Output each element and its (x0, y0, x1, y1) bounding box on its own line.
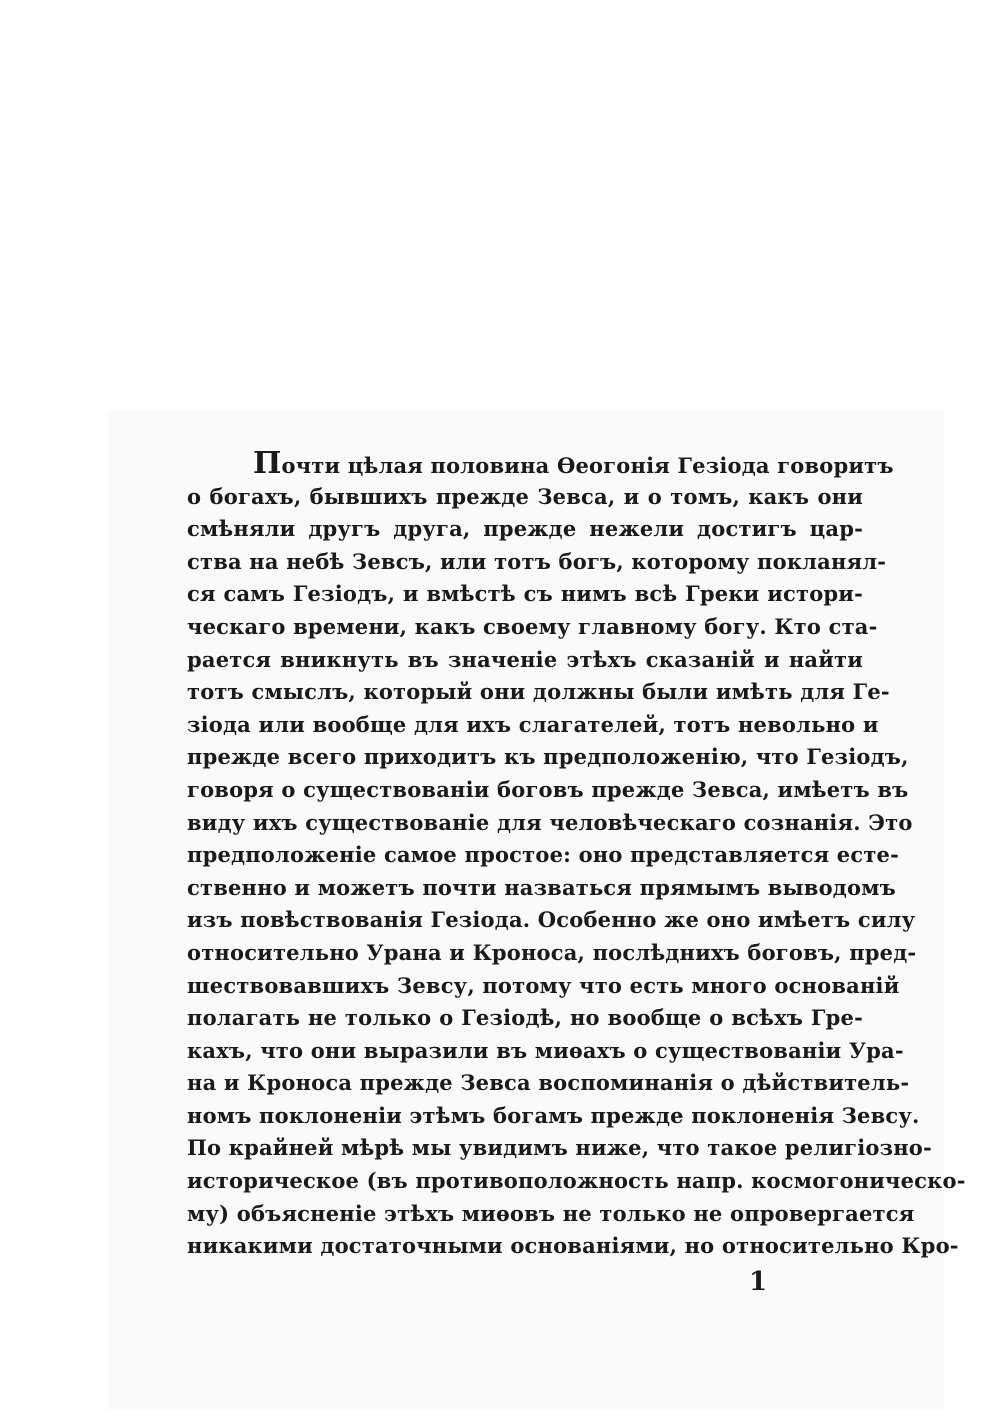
text-line: шествовавшихъ Зевсу, потому что есть много основаній (187, 972, 900, 998)
text-line: полагать не только о Гезіодѣ, но вообще о всѣхъ Гре- (187, 1005, 863, 1031)
text-line: предположеніе самое простое: оно представляется есте- (187, 842, 900, 868)
text-line: По крайней мѣрѣ мы увидимъ ниже, что такое религіозно- (187, 1135, 932, 1161)
text-line: изъ повѣствованія Гезіода. Особенно же оно имѣетъ силу (187, 907, 916, 933)
text-line: виду ихъ существованіе для человѣческаго сознанія. Это (187, 809, 913, 835)
page-number: 1 (748, 1267, 768, 1297)
text-line: ческаго времени, какъ своему главному богу. Кто ста- (187, 613, 878, 639)
text-line: ся самъ Гезіодъ, и вмѣстѣ съ нимъ всѣ Греки истори- (187, 581, 863, 607)
drop-initial: П (253, 446, 282, 481)
text-line: рается вникнуть въ значеніе этѣхъ сказаній и найти (187, 646, 863, 672)
text-line: прежде всего приходитъ къ предположенію, что Гезіодъ, (187, 744, 909, 770)
text-line: Почти цѣлая половина Өеогонія Гезіода говоритъ (253, 446, 894, 481)
text-line: на и Кроноса прежде Зевса воспоминанія о дѣйствитель- (187, 1070, 910, 1096)
text-line: историческое (въ противоположность напр. космогоническо- (187, 1168, 966, 1194)
text-line: му) объясненіе этѣхъ миѳовъ не только не опровергается (187, 1200, 915, 1226)
text-line: смѣняли другъ друга, прежде нежели достигъ цар- (187, 516, 863, 542)
text-line: тотъ смыслъ, который они должны были имѣть для Ге- (187, 679, 890, 705)
text-line: кахъ, что они выразили въ миѳахъ о существованіи Ура- (187, 1037, 904, 1063)
text-line: никакими достаточными основаніями, но относительно Кро- (187, 1233, 959, 1259)
text-line: о богахъ, бывшихъ прежде Зевса, и о томъ, какъ они (187, 483, 863, 509)
text-line: относительно Урана и Кроноса, послѣднихъ боговъ, пред- (187, 939, 917, 965)
text-line: зіода или вообще для ихъ слагателей, тотъ невольно и (187, 711, 879, 737)
text-line: ственно и можетъ почти назваться прямымъ выводомъ (187, 874, 896, 900)
text-line: говоря о существованіи боговъ прежде Зевса, имѣетъ въ (187, 776, 909, 802)
text-line: ства на небѣ Зевсъ, или тотъ богъ, которому покланял- (187, 548, 887, 574)
body-text (187, 446, 966, 1263)
text-line: номъ поклоненіи этѣмъ богамъ прежде поклоненія Зевсу. (187, 1102, 920, 1128)
